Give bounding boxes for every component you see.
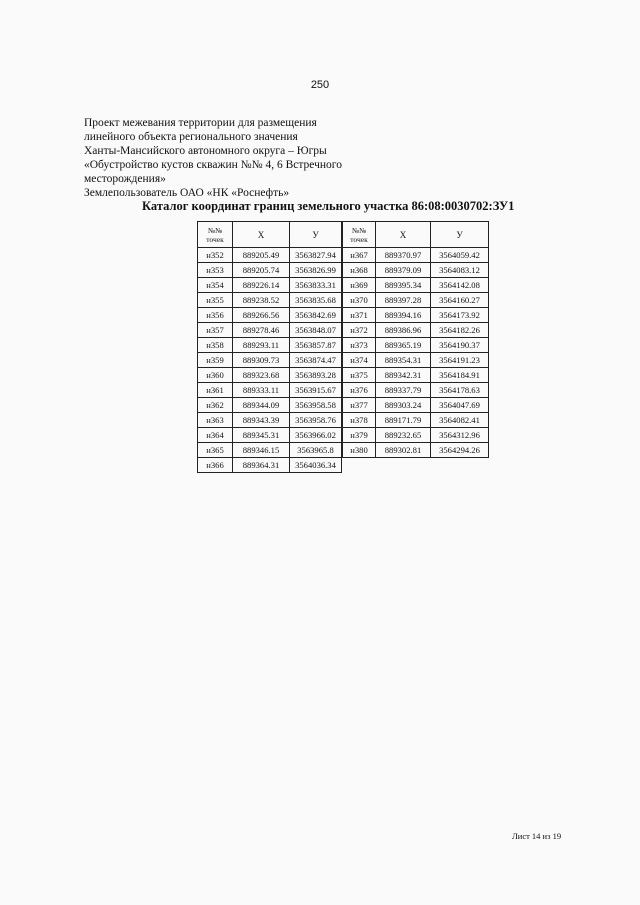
x-cell: 889266.56 bbox=[233, 308, 290, 323]
x-cell: 889278.46 bbox=[233, 323, 290, 338]
y-cell: 3563848.07 bbox=[290, 323, 342, 338]
y-cell: 3563833.31 bbox=[290, 278, 342, 293]
y-cell: 3564294.26 bbox=[431, 443, 489, 458]
point-number-cell: н364 bbox=[198, 428, 233, 443]
point-number-cell: н356 bbox=[198, 308, 233, 323]
x-cell: 889232.65 bbox=[376, 428, 431, 443]
x-cell: 889323.68 bbox=[233, 368, 290, 383]
y-cell: 3564190.37 bbox=[431, 338, 489, 353]
x-cell: 889302.81 bbox=[376, 443, 431, 458]
x-cell: 889309.73 bbox=[233, 353, 290, 368]
point-number-cell: н370 bbox=[343, 293, 376, 308]
table-row bbox=[343, 428, 489, 443]
coordinates-table-left bbox=[197, 221, 342, 473]
table-row bbox=[198, 458, 342, 473]
point-number-cell: н354 bbox=[198, 278, 233, 293]
point-number-cell: н355 bbox=[198, 293, 233, 308]
table-row bbox=[198, 413, 342, 428]
point-number-cell: н380 bbox=[343, 443, 376, 458]
x-cell: 889226.14 bbox=[233, 278, 290, 293]
header-line: линейного объекта регионального значения bbox=[84, 131, 298, 143]
sheet-counter: Лист 14 из 19 bbox=[512, 831, 562, 841]
y-cell: 3563826.99 bbox=[290, 263, 342, 278]
table-row bbox=[198, 338, 342, 353]
y-cell: 3563893.28 bbox=[290, 368, 342, 383]
x-cell: 889238.52 bbox=[233, 293, 290, 308]
y-cell: 3564191.23 bbox=[431, 353, 489, 368]
x-cell: 889342.31 bbox=[376, 368, 431, 383]
table-row bbox=[343, 398, 489, 413]
table-row bbox=[343, 383, 489, 398]
x-cell: 889395.34 bbox=[376, 278, 431, 293]
x-cell: 889394.16 bbox=[376, 308, 431, 323]
coordinates-table-right bbox=[342, 221, 489, 458]
y-cell: 3564178.63 bbox=[431, 383, 489, 398]
x-cell: 889365.19 bbox=[376, 338, 431, 353]
x-cell: 889205.74 bbox=[233, 263, 290, 278]
table-row bbox=[343, 308, 489, 323]
column-header-y: У bbox=[431, 222, 489, 248]
point-number-cell: н368 bbox=[343, 263, 376, 278]
table-header-row bbox=[198, 222, 342, 248]
column-header-x: X bbox=[376, 222, 431, 248]
point-number-cell: н367 bbox=[343, 248, 376, 263]
table-row bbox=[343, 293, 489, 308]
table-row bbox=[343, 443, 489, 458]
table-row bbox=[198, 278, 342, 293]
header-line: Ханты-Мансийского автономного округа – Югры bbox=[84, 145, 327, 157]
y-cell: 3564312.96 bbox=[431, 428, 489, 443]
header-line: «Обустройство кустов скважин №№ 4, 6 Встречного bbox=[84, 159, 342, 171]
table-row bbox=[198, 398, 342, 413]
table-row bbox=[343, 248, 489, 263]
table-row bbox=[198, 248, 342, 263]
y-cell: 3564036.34 bbox=[290, 458, 342, 473]
table-row bbox=[343, 353, 489, 368]
x-cell: 889343.39 bbox=[233, 413, 290, 428]
table-body bbox=[198, 248, 342, 473]
point-number-cell: н376 bbox=[343, 383, 376, 398]
header-line: Землепользователь ОАО «НК «Роснефть» bbox=[84, 187, 290, 199]
y-cell: 3563857.87 bbox=[290, 338, 342, 353]
point-number-cell: н373 bbox=[343, 338, 376, 353]
table-row bbox=[198, 383, 342, 398]
x-cell: 889370.97 bbox=[376, 248, 431, 263]
y-cell: 3564182.26 bbox=[431, 323, 489, 338]
y-cell: 3564160.27 bbox=[431, 293, 489, 308]
y-cell: 3564047.69 bbox=[431, 398, 489, 413]
y-cell: 3563958.58 bbox=[290, 398, 342, 413]
x-cell: 889364.31 bbox=[233, 458, 290, 473]
table-row bbox=[343, 338, 489, 353]
point-number-cell: н375 bbox=[343, 368, 376, 383]
point-number-cell: н378 bbox=[343, 413, 376, 428]
column-header-x: X bbox=[233, 222, 290, 248]
y-cell: 3564142.08 bbox=[431, 278, 489, 293]
point-number-cell: н359 bbox=[198, 353, 233, 368]
x-cell: 889346.15 bbox=[233, 443, 290, 458]
x-cell: 889337.79 bbox=[376, 383, 431, 398]
y-cell: 3563827.94 bbox=[290, 248, 342, 263]
y-cell: 3563835.68 bbox=[290, 293, 342, 308]
x-cell: 889303.24 bbox=[376, 398, 431, 413]
point-number-cell: н352 bbox=[198, 248, 233, 263]
table-row bbox=[343, 278, 489, 293]
x-cell: 889386.96 bbox=[376, 323, 431, 338]
point-number-cell: н369 bbox=[343, 278, 376, 293]
table-row bbox=[343, 323, 489, 338]
header-line: Проект межевания территории для размещения bbox=[84, 117, 317, 129]
y-cell: 3563915.67 bbox=[290, 383, 342, 398]
table-row bbox=[343, 263, 489, 278]
table-body bbox=[343, 248, 489, 458]
coordinates-tables bbox=[197, 221, 489, 473]
x-cell: 889205.49 bbox=[233, 248, 290, 263]
x-cell: 889333.11 bbox=[233, 383, 290, 398]
column-header-y: У bbox=[290, 222, 342, 248]
point-number-cell: н358 bbox=[198, 338, 233, 353]
x-cell: 889344.09 bbox=[233, 398, 290, 413]
y-cell: 3564184.91 bbox=[431, 368, 489, 383]
point-number-cell: н371 bbox=[343, 308, 376, 323]
point-number-cell: н361 bbox=[198, 383, 233, 398]
point-number-cell: н360 bbox=[198, 368, 233, 383]
point-number-cell: н377 bbox=[343, 398, 376, 413]
table-row bbox=[198, 353, 342, 368]
table-row bbox=[198, 308, 342, 323]
x-cell: 889397.28 bbox=[376, 293, 431, 308]
x-cell: 889354.31 bbox=[376, 353, 431, 368]
document-header bbox=[84, 116, 342, 200]
point-number-cell: н366 bbox=[198, 458, 233, 473]
point-number-cell: н353 bbox=[198, 263, 233, 278]
y-cell: 3563842.69 bbox=[290, 308, 342, 323]
table-row bbox=[198, 428, 342, 443]
point-number-cell: н363 bbox=[198, 413, 233, 428]
y-cell: 3564082.41 bbox=[431, 413, 489, 428]
table-row bbox=[198, 443, 342, 458]
catalog-title: Каталог координат границ земельного участка 86:08:0030702:ЗУ1 bbox=[142, 199, 515, 213]
point-number-cell: н379 bbox=[343, 428, 376, 443]
table-row bbox=[198, 293, 342, 308]
header-line: месторождения» bbox=[84, 173, 166, 185]
x-cell: 889379.09 bbox=[376, 263, 431, 278]
column-header-point-number: №№ точек bbox=[198, 222, 233, 248]
point-number-cell: н372 bbox=[343, 323, 376, 338]
y-cell: 3564059.42 bbox=[431, 248, 489, 263]
y-cell: 3563874.47 bbox=[290, 353, 342, 368]
x-cell: 889293.11 bbox=[233, 338, 290, 353]
table-row bbox=[198, 323, 342, 338]
table-row bbox=[198, 263, 342, 278]
table-row bbox=[343, 413, 489, 428]
table-row bbox=[198, 368, 342, 383]
table-header-row bbox=[343, 222, 489, 248]
y-cell: 3564173.92 bbox=[431, 308, 489, 323]
point-number-cell: н365 bbox=[198, 443, 233, 458]
page-number: 250 bbox=[310, 79, 330, 91]
x-cell: 889345.31 bbox=[233, 428, 290, 443]
point-number-cell: н357 bbox=[198, 323, 233, 338]
y-cell: 3563958.76 bbox=[290, 413, 342, 428]
point-number-cell: н362 bbox=[198, 398, 233, 413]
y-cell: 3563965.8 bbox=[290, 443, 342, 458]
y-cell: 3563966.02 bbox=[290, 428, 342, 443]
point-number-cell: н374 bbox=[343, 353, 376, 368]
column-header-point-number: №№ точек bbox=[343, 222, 376, 248]
x-cell: 889171.79 bbox=[376, 413, 431, 428]
table-row bbox=[343, 368, 489, 383]
y-cell: 3564083.12 bbox=[431, 263, 489, 278]
